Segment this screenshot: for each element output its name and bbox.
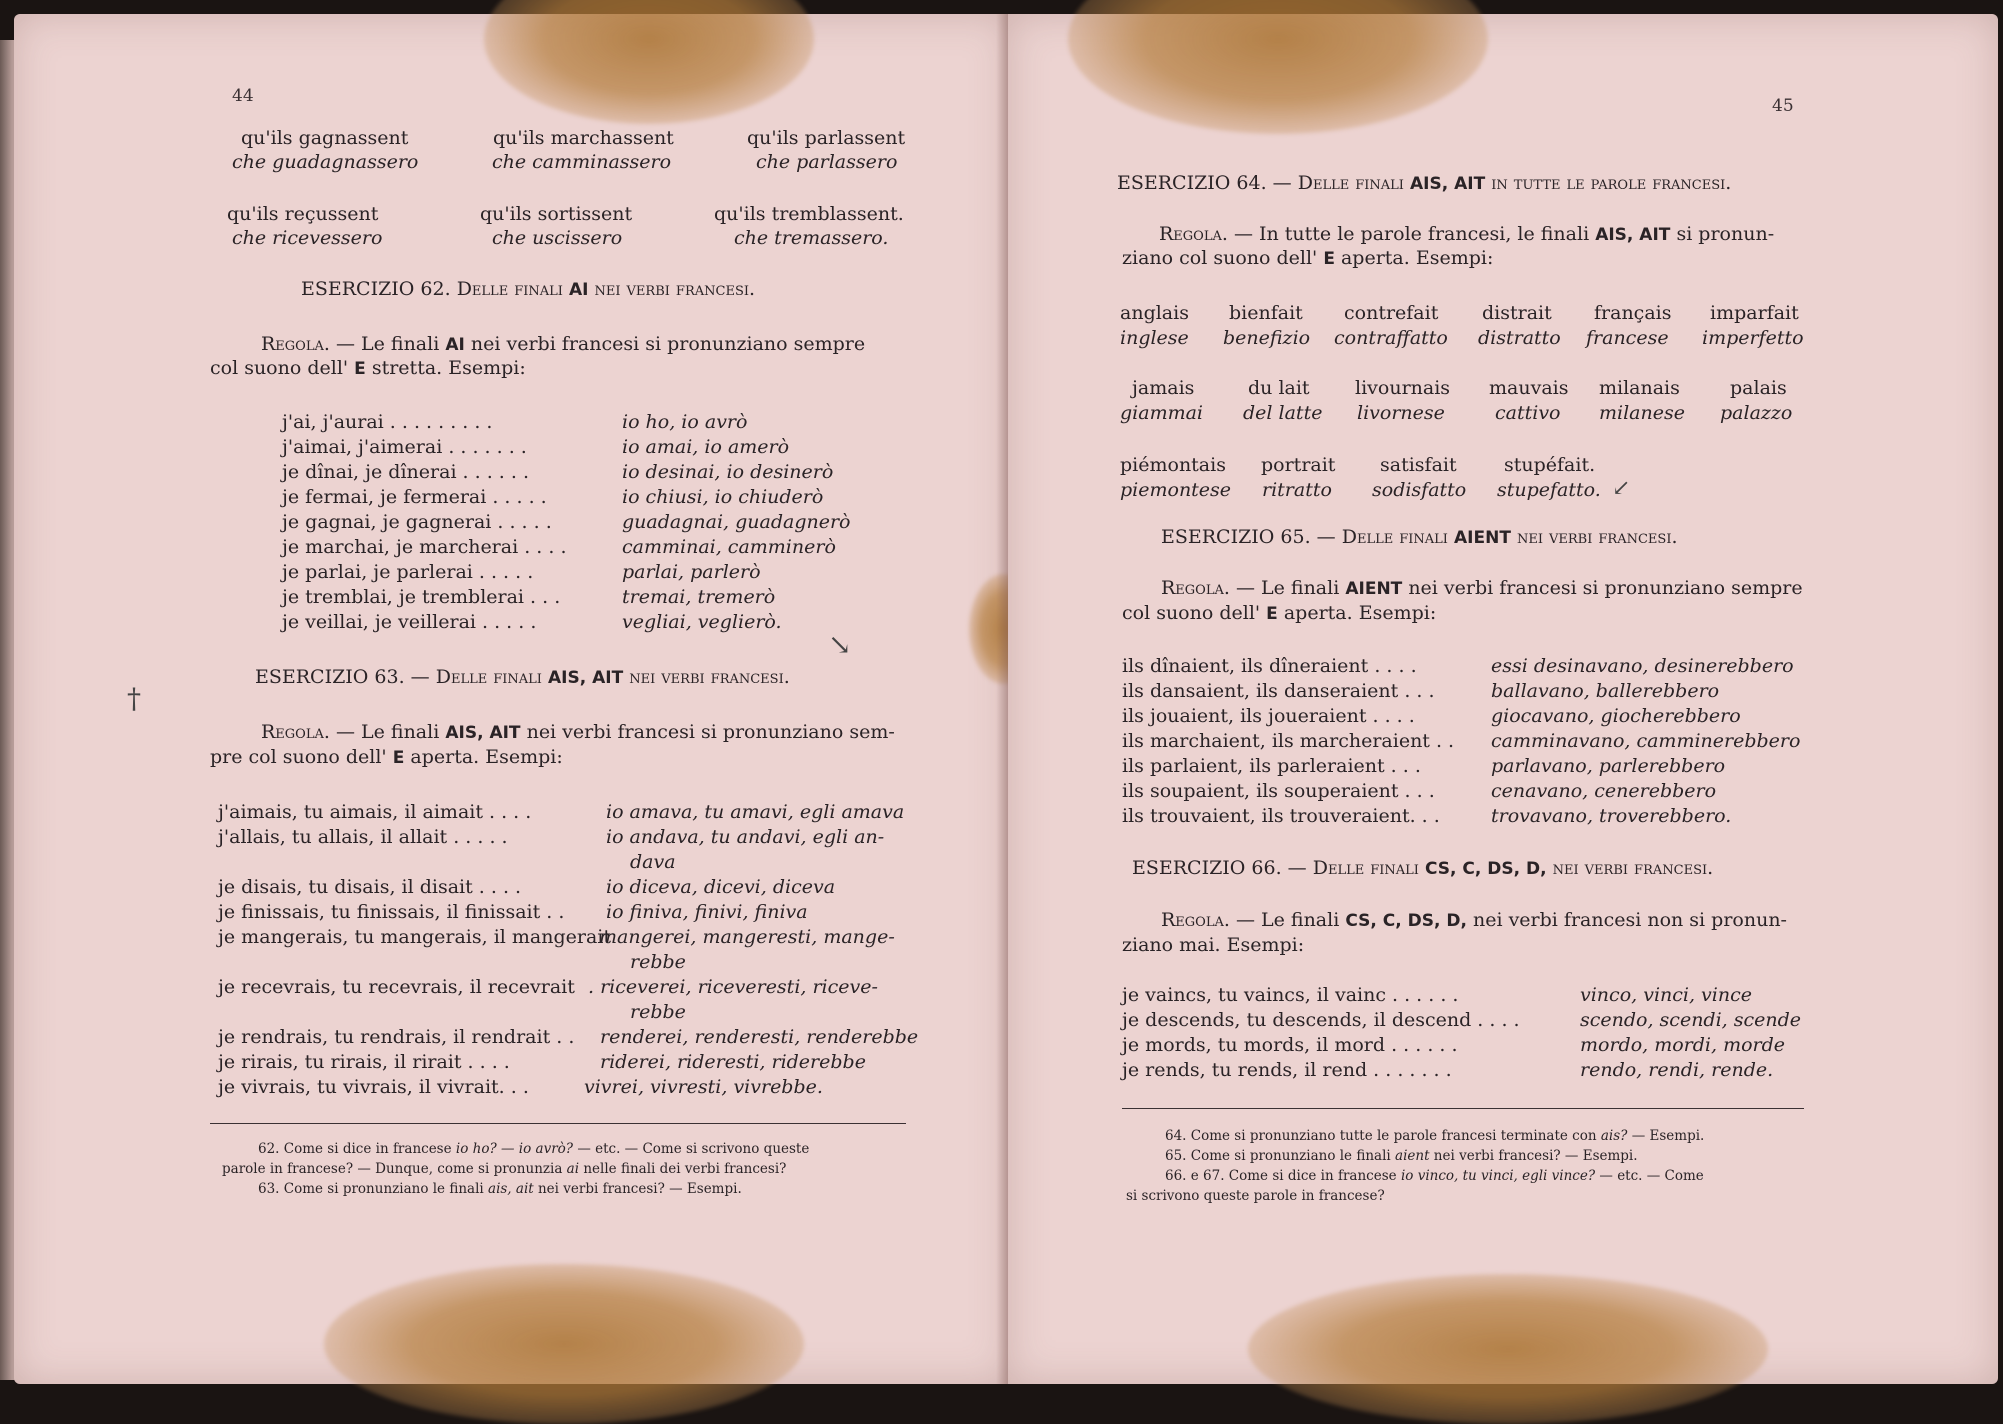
it-translation: riderei, rideresti, riderebbe <box>600 1051 866 1073</box>
it-translation: camminavano, camminerebbero <box>1491 730 1801 752</box>
exercise-65-rule-line2: col suono dell' E aperta. Esempi: <box>1122 602 1437 624</box>
fr-conjugation: je marchai, je marcherai . . . . <box>282 536 567 558</box>
exercise-63-rule-line1: Regola. — Le finali AIS, AIT nei verbi francesi si pronunziano sem- <box>261 721 895 743</box>
fr-conjugation: je gagnai, je gagnerai . . . . . <box>282 511 552 533</box>
fr-conjugation: je recevrais, tu recevrais, il recevrait <box>218 976 575 998</box>
it-word: palazzo <box>1720 402 1793 424</box>
it-translation: parlavano, parlerebbero <box>1491 755 1726 777</box>
exercise-66-rule-line1: Regola. — Le finali CS, C, DS, D, nei verbi francesi non si pronun- <box>1161 909 1787 931</box>
it-word: che tremassero. <box>734 227 889 249</box>
it-translation: io desinai, io desinerò <box>622 461 834 483</box>
fr-conjugation: je disais, tu disais, il disait . . . . <box>218 876 522 898</box>
it-word: livornese <box>1357 402 1445 424</box>
fr-conjugation: je mangerais, tu mangerais, il mangerait <box>218 926 611 948</box>
fr-word: qu'ils sortissent <box>480 203 633 225</box>
it-translation: rebbe <box>630 1001 686 1023</box>
exercise-63-rule-line2: pre col suono dell' E aperta. Esempi: <box>210 746 563 768</box>
fr-conjugation: je mords, tu mords, il mord . . . . . . <box>1122 1034 1458 1056</box>
it-translation: . riceverei, riceveresti, riceve- <box>588 976 878 998</box>
right-page <box>1008 14 1998 1384</box>
it-translation: io ho, io avrò <box>622 411 748 433</box>
fr-conjugation: je tremblai, je tremblerai . . . <box>282 586 561 608</box>
fr-word: français <box>1594 302 1672 324</box>
fr-word: qu'ils gagnassent <box>241 127 409 149</box>
exercise-66-rule-line2: ziano mai. Esempi: <box>1122 934 1305 956</box>
fr-conjugation: ils dînaient, ils dîneraient . . . . <box>1122 655 1417 677</box>
it-word: giammai <box>1120 402 1204 424</box>
it-translation: io amai, io amerò <box>622 436 790 458</box>
fr-conjugation: ils marchaient, ils marcheraient . . <box>1122 730 1455 752</box>
fr-conjugation: je rendrais, tu rendrais, il rendrait . . <box>218 1026 575 1048</box>
footnote-66-line2: si scrivono queste parole in francese? <box>1126 1188 1385 1204</box>
it-word: ritratto <box>1262 479 1332 501</box>
it-translation: vinco, vinci, vince <box>1580 984 1752 1006</box>
exercise-62-rule-line2: col suono dell' E stretta. Esempi: <box>210 357 526 379</box>
footnote-63: 63. Come si pronunziano le finali ais, ait nei verbi francesi? — Esempi. <box>258 1181 742 1197</box>
fr-conjugation: je parlai, je parlerai . . . . . <box>282 561 534 583</box>
fr-conjugation: je rirais, tu rirais, il rirait . . . . <box>218 1051 510 1073</box>
it-translation: scendo, scendi, scende <box>1580 1009 1802 1031</box>
fr-word: palais <box>1730 377 1787 399</box>
it-translation: parlai, parlerò <box>622 561 761 583</box>
it-translation: rebbe <box>630 951 686 973</box>
it-word: benefizio <box>1223 327 1311 349</box>
footnote-62-line1: 62. Come si dice in francese io ho? — io avrò? — etc. — Come si scrivono queste <box>258 1141 810 1157</box>
fr-conjugation: je veillai, je veillerai . . . . . <box>282 611 537 633</box>
fr-conjugation: je descends, tu descends, il descend . . . . <box>1122 1009 1520 1031</box>
it-translation: tremai, tremerò <box>622 586 776 608</box>
it-word: milanese <box>1599 402 1685 424</box>
fr-word: jamais <box>1132 377 1195 399</box>
left-page <box>14 14 1010 1384</box>
fr-conjugation: je vaincs, tu vaincs, il vainc . . . . . . <box>1122 984 1459 1006</box>
it-translation: rendo, rendi, rende. <box>1580 1059 1774 1081</box>
it-translation: io amava, tu amavi, egli amava <box>606 801 905 823</box>
fr-word: portrait <box>1261 454 1336 476</box>
fr-conjugation: j'aimai, j'aimerai . . . . . . . <box>282 436 527 458</box>
it-translation: ballavano, ballerebbero <box>1491 680 1720 702</box>
fr-word: qu'ils tremblassent. <box>714 203 904 225</box>
fr-word: qu'ils reçussent <box>227 203 379 225</box>
it-word: cattivo <box>1495 402 1561 424</box>
fr-conjugation: ils soupaient, ils souperaient . . . <box>1122 780 1435 802</box>
fr-conjugation: je finissais, tu finissais, il finissait . . <box>218 901 565 923</box>
it-word: imperfetto <box>1702 327 1804 349</box>
fr-conjugation: je dînai, je dînerai . . . . . . <box>282 461 529 483</box>
it-word: inglese <box>1120 327 1189 349</box>
fr-word: contrefait <box>1344 302 1439 324</box>
it-translation: io andava, tu andavi, egli an- <box>606 826 885 848</box>
it-word: che camminassero <box>492 151 672 173</box>
it-translation: vivrei, vivresti, vivrebbe. <box>584 1076 823 1098</box>
it-translation: cenavano, cenerebbero <box>1491 780 1717 802</box>
fr-word: bienfait <box>1229 302 1303 324</box>
it-word: che uscissero <box>492 227 623 249</box>
fr-word: imparfait <box>1710 302 1799 324</box>
it-translation: renderei, renderesti, renderebbe <box>600 1026 919 1048</box>
fr-word: piémontais <box>1120 454 1226 476</box>
exercise-64-rule-line1: Regola. — In tutte le parole francesi, le finali AIS, AIT si pronun- <box>1159 223 1775 245</box>
stain-bottom-left <box>324 1264 804 1424</box>
fr-word: qu'ils parlassent <box>747 127 906 149</box>
fr-word: distrait <box>1482 302 1552 324</box>
footnote-66-line1: 66. e 67. Come si dice in francese io vinco, tu vinci, egli vince? — etc. — Come <box>1165 1168 1704 1184</box>
footnote-rule-right <box>1122 1108 1804 1109</box>
fr-word: satisfait <box>1380 454 1457 476</box>
fr-conjugation: j'allais, tu allais, il allait . . . . . <box>218 826 508 848</box>
it-translation: mangerei, mangeresti, mange- <box>599 926 895 948</box>
footnote-62-line2: parole in francese? — Dunque, come si pronunzia ai nelle finali dei verbi francesi? <box>222 1161 787 1177</box>
footnote-rule-left <box>210 1123 906 1124</box>
exercise-62-heading: ESERCIZIO 62. Delle finali AI nei verbi francesi. <box>301 278 756 300</box>
footnote-64: 64. Come si pronunziano tutte le parole francesi terminate con ais? — Esempi. <box>1165 1128 1705 1144</box>
it-word: che ricevessero <box>232 227 383 249</box>
it-word: distratto <box>1478 327 1561 349</box>
fr-word: du lait <box>1248 377 1310 399</box>
fr-conjugation: ils parlaient, ils parleraient . . . <box>1122 755 1421 777</box>
it-translation: camminai, camminerò <box>622 536 836 558</box>
it-word: del latte <box>1243 402 1323 424</box>
fr-conjugation: ils trouvaient, ils trouveraient. . . <box>1122 805 1440 827</box>
stain-top-left <box>484 0 814 124</box>
exercise-64-heading: ESERCIZIO 64. — Delle finali AIS, AIT in tutte le parole francesi. <box>1117 172 1732 194</box>
footnote-65: 65. Come si pronunziano le finali aient nei verbi francesi? — Esempi. <box>1165 1148 1638 1164</box>
fr-word: stupéfait. <box>1504 454 1596 476</box>
stain-bottom-right <box>1248 1274 1768 1424</box>
exercise-65-rule-line1: Regola. — Le finali AIENT nei verbi francesi si pronunziano sempre <box>1161 577 1803 599</box>
fr-conjugation: j'ai, j'aurai . . . . . . . . . <box>282 411 493 433</box>
it-translation: io diceva, dicevi, diceva <box>606 876 836 898</box>
fr-word: mauvais <box>1489 377 1569 399</box>
fr-conjugation: ils dansaient, ils danseraient . . . <box>1122 680 1435 702</box>
it-word: francese <box>1586 327 1669 349</box>
fr-word: livournais <box>1355 377 1451 399</box>
fr-conjugation: je fermai, je fermerai . . . . . <box>282 486 547 508</box>
it-translation: essi desinavano, desinerebbero <box>1491 655 1794 677</box>
exercise-62-rule-line1: Regola. — Le finali AI nei verbi francesi si pronunziano sempre <box>261 333 866 355</box>
exercise-65-heading: ESERCIZIO 65. — Delle finali AIENT nei verbi francesi. <box>1161 526 1678 548</box>
it-word: piemontese <box>1120 479 1232 501</box>
fr-word: milanais <box>1599 377 1680 399</box>
fr-conjugation: je vivrais, tu vivrais, il vivrait. . . <box>218 1076 529 1098</box>
fr-conjugation: ils jouaient, ils joueraient . . . . <box>1122 705 1415 727</box>
it-translation: io finiva, finivi, finiva <box>606 901 808 923</box>
it-translation: vegliai, veglierò. <box>622 611 782 633</box>
exercise-64-rule-line2: ziano col suono dell' E aperta. Esempi: <box>1122 247 1494 269</box>
pencil-arrow-mark: ↙ <box>1612 476 1631 501</box>
it-word: che guadagnassero <box>232 151 419 173</box>
it-translation: dava <box>630 851 676 873</box>
fr-conjugation: j'aimais, tu aimais, il aimait . . . . <box>218 801 532 823</box>
it-translation: io chiusi, io chiuderò <box>622 486 824 508</box>
pencil-cross-mark: † <box>127 682 141 715</box>
pencil-tick-mark: ↘ <box>828 628 852 661</box>
it-translation: giocavano, giocherebbero <box>1491 705 1741 727</box>
fr-word: anglais <box>1120 302 1189 324</box>
it-translation: mordo, mordi, morde <box>1580 1034 1786 1056</box>
it-translation: trovavano, troverebbero. <box>1491 805 1732 827</box>
exercise-66-heading: ESERCIZIO 66. — Delle finali CS, C, DS, D, nei verbi francesi. <box>1132 857 1714 879</box>
it-word: sodisfatto <box>1372 479 1467 501</box>
it-translation: guadagnai, guadagnerò <box>622 511 851 533</box>
fr-word: qu'ils marchassent <box>493 127 674 149</box>
it-word: contraffatto <box>1334 327 1448 349</box>
exercise-63-heading: ESERCIZIO 63. — Delle finali AIS, AIT nei verbi francesi. <box>255 666 790 688</box>
page-number-left: 44 <box>232 86 254 106</box>
fr-conjugation: je rends, tu rends, il rend . . . . . . . <box>1122 1059 1452 1081</box>
it-word: che parlassero <box>756 151 898 173</box>
page-number-right: 45 <box>1772 96 1794 116</box>
stain-top-right <box>1068 0 1488 134</box>
it-word: stupefatto. <box>1497 479 1601 501</box>
